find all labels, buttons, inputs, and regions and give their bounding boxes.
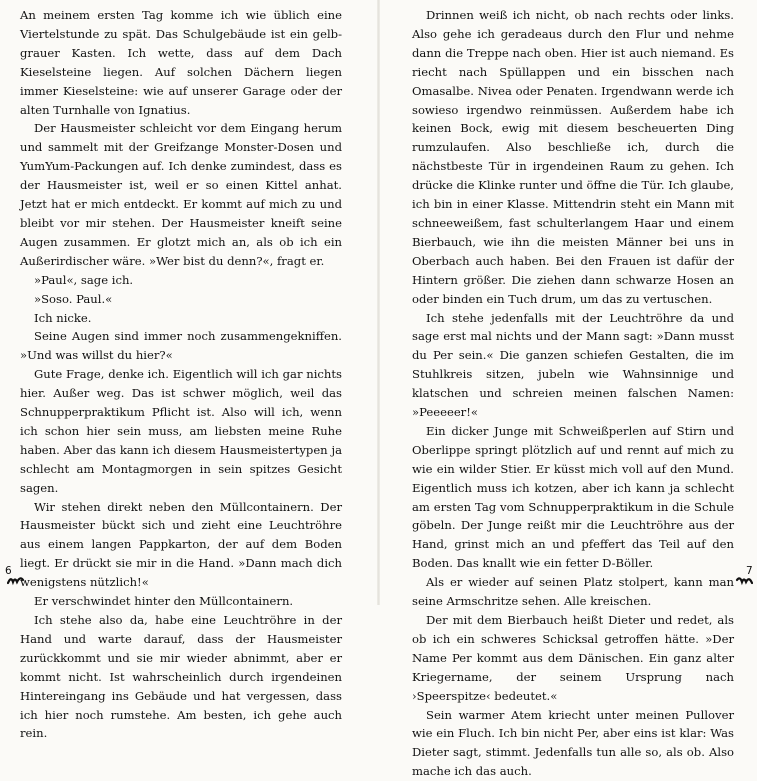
paragraph: Gute Frage, denke ich. Eigentlich will ich gar nichts hier. Außer weg. Das ist schwer möglich, weil das Schnupperpraktikum Pflicht ist. Also will ich, wenn ich schon hier sein muss, am liebsten meine Ruhe haben. Aber das kann ich diesem Hausmeistertypen ja schlecht am Montagmorgen in sein spitzes Gesicht sagen. [20,367,342,495]
page-number-left: 6 [5,565,12,577]
paragraph: Ich stehe also da, habe eine Leuchtröhre in der Hand und warte darauf, dass der Hausmeister zurückkommt und sie mir wieder abnimmt, aber er kommt nicht. Ist wahrscheinlich durch irgendeinen Hintereingang ins Gebäude und hat vergessen, dass ich hier noch rumstehe. Am besten, ich gehe auch rein. [20,613,342,741]
swirl-ornament-icon [7,574,25,586]
paragraph: Sein warmer Atem kriecht unter meinen Pullover wie ein Fluch. Ich bin nicht Per, aber eins ist klar: Was Dieter sagt, stimmt. Jedenfalls tun alle so, als ob. Also mache ich das auch. [412,707,734,779]
swirl-ornament-icon [735,574,753,586]
left-page [20,6,342,743]
paragraph: Ich nicke. [34,310,92,325]
paragraph: Seine Augen sind immer noch zusammengekniffen. »Und was willst du hier?« [20,329,342,363]
right-page [412,6,734,781]
paragraph: An meinem ersten Tag komme ich wie üblich eine Viertelstunde zu spät. Das Schulgebäude ist ein gelb-grauer Kasten. Ich wette, dass auf dem Dach Kieselsteine liegen. Auf solchen Dächern liegen immer Kieselsteine: wie auf unserer Garage oder der alten Turnhalle von Ignatius. [20,8,342,117]
paragraph: »Paul«, sage ich. [34,272,134,287]
paragraph: Der mit dem Bierbauch heißt Dieter und redet, als ob ich ein schweres Schicksal getroffen hätte. »Der Name Per kommt aus dem Dänischen. Ein ganz alter Kriegername, der seinem Ursprung nach ›Speerspitze‹ bedeutet.« [412,613,734,703]
paragraph: Ein dicker Junge mit Schweißperlen auf Stirn und Oberlippe springt plötzlich auf und rennt auf mich zu wie ein wilder Stier. Er küsst mich voll auf den Mund. Eigentlich muss ich kotzen, aber ich kann ja schlecht am ersten Tag vom Schnupperpraktikum in die Schule göbeln. Der Junge reißt mir die Leuchtröhre aus der Hand, grinst mich an und pfeffert das Teil auf den Boden. Das knallt wie ein fetter D-Böller. [412,423,734,571]
paragraph: Der Hausmeister schleicht vor dem Eingang herum und sammelt mit der Greifzange Monster-Dosen und YumYum-Packungen auf. Ich denke zumindest, dass es der Hausmeister ist, weil er so einen Kittel anhat. Jetzt hat er mich entdeckt. Er kommt auf mich zu und bleibt vor mir stehen. Der Hausmeister kneift seine Augen zusammen. Er glotzt mich an, als ob ich ein Außerirdischer wäre. »Wer bist du denn?«, fragt er. [20,121,342,268]
page-number-right: 7 [746,565,753,577]
paragraph: Ich stehe jedenfalls mit der Leuchtröhre da und sage erst mal nichts und der Mann sagt: »Dann musst du Per sein.« Die ganzen schiefen Gestalten, die im Stuhlkreis sitzen, jubeln wie Wahnsinnige und klatschen und schreien meinen falschen Namen: »Peeeeer!« [412,310,734,420]
paragraph: Wir stehen direkt neben den Müllcontainern. Der Hausmeister bückt sich und zieht eine Leuchtröhre aus einem langen Pappkarton, der auf dem Boden liegt. Er drückt sie mir in die Hand. »Dann mach dich wenigstens nützlich!« [20,499,342,590]
paragraph: Als er wieder auf seinen Platz stolpert, kann man seine Armschritze sehen. Alle kreischen. [412,575,734,609]
book-gutter [377,0,380,605]
paragraph: Drinnen weiß ich nicht, ob nach rechts oder links. Also gehe ich geradeaus durch den Flur und nehme dann die Treppe nach oben. Hier ist auch niemand. Es riecht nach Spüllappen und ein bisschen nach Omasalbe. Nivea oder Penaten. Irgendwann werde ich sowieso irgendwo reinmüssen. Außerdem habe ich keinen Bock, ewig mit diesem bescheuerten Ding rumzulaufen. Also beschließe ich, durch die nächstbeste Tür in irgendeinen Raum zu gehen. Ich drücke die Klinke runter und öffne die Tür. Ich glaube, ich bin in einer Klasse. Mittendrin steht ein Mann mit schneeweißem, fast schulterlangem Haar und einem Bierbauch, wie ihn die meisten Männer bei uns in Oberbach auch haben. Bei den Frauen ist dafür der Hintern größer. Die ziehen dann schwarze Hosen an oder binden ein Tuch drum, um das zu vertuschen. [412,8,734,306]
paragraph: »Soso. Paul.« [34,291,113,306]
paragraph: Er verschwindet hinter den Müllcontainern. [34,594,294,609]
